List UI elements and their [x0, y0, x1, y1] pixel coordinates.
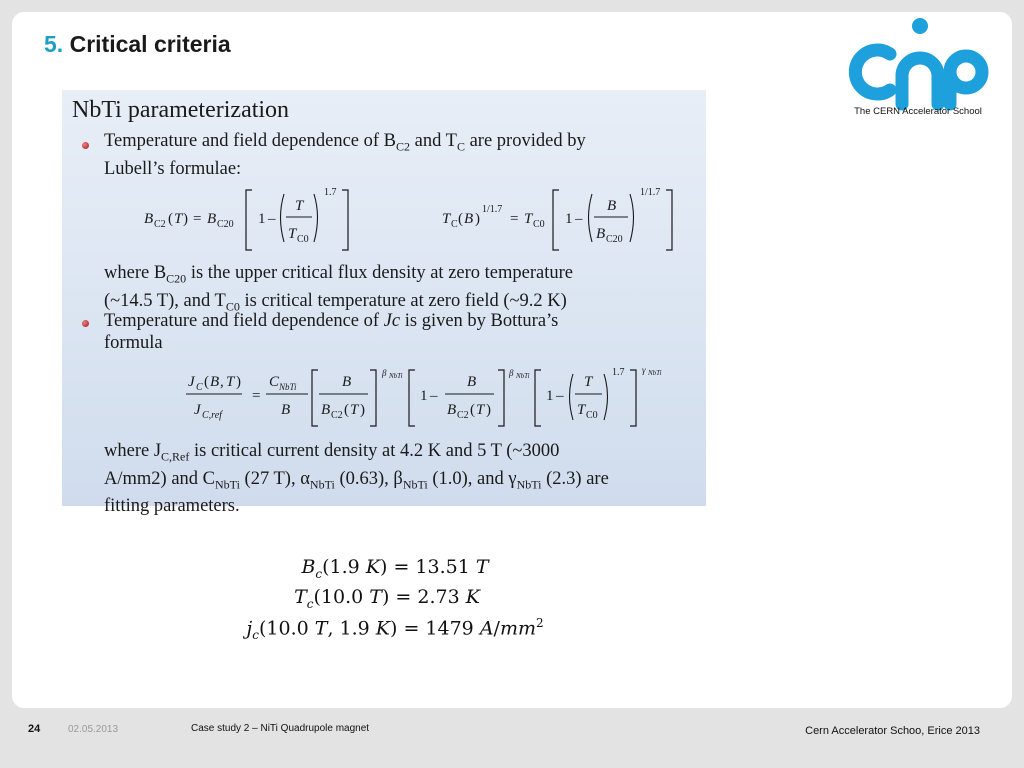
svg-text:): ): [360, 402, 365, 418]
footer-date: 02.05.2013: [68, 724, 119, 735]
svg-text:C: C: [451, 219, 458, 230]
para2-text-e: (0.63), β: [334, 468, 403, 489]
bullet2-text-b: is given by Bottura’s: [400, 311, 559, 331]
nbti-parameterization-panel: [62, 90, 706, 517]
svg-text:B: B: [447, 402, 457, 418]
svg-text:1: 1: [546, 388, 554, 404]
panel-heading: NbTi parameterization: [72, 97, 290, 123]
para1-text-b: is the upper critical flux density at zero temperature: [186, 263, 573, 283]
svg-text:B: B: [144, 211, 154, 227]
para2-text-b: is critical current density at 4.2 K and 5 T (~3000: [189, 441, 560, 461]
bottura-description: [104, 440, 704, 517]
result-jc-rhs: ) = 1479: [390, 617, 480, 640]
bullet2-text-c: formula: [104, 333, 163, 353]
svg-text:B: B: [464, 211, 474, 227]
svg-text:1/1.7: 1/1.7: [640, 187, 661, 198]
para1-text-c: (~14.5 T), and T: [104, 290, 226, 311]
svg-text:T: T: [295, 198, 304, 214]
svg-text:C,ref: C,ref: [202, 410, 222, 421]
svg-text:J: J: [194, 402, 201, 418]
para2-text-a: where J: [104, 441, 162, 461]
svg-text:=: =: [252, 388, 261, 404]
svg-text:B: B: [596, 226, 606, 242]
svg-text:B: B: [607, 198, 617, 214]
svg-text:β: β: [382, 368, 387, 378]
svg-text:T: T: [577, 402, 586, 418]
bullet2-text-a: Temperature and field dependence of: [104, 311, 384, 331]
slide-number: 24: [28, 723, 41, 735]
svg-text:B: B: [210, 374, 220, 390]
svg-text:γ: γ: [642, 365, 646, 375]
para2-sub-cref: C,Ref: [161, 449, 190, 464]
svg-text:–: –: [556, 388, 564, 404]
svg-text:T: T: [174, 211, 183, 227]
svg-text:1/1.7: 1/1.7: [482, 204, 503, 215]
svg-text:NbTi: NbTi: [279, 382, 297, 392]
result-jc: $j_c(10.0$ T, 1.9 K) = 1479 $A/mm^2$: [246, 616, 544, 643]
para2-sub-nbti-1: NbTi: [215, 477, 240, 492]
bullet2-jc: Jc: [383, 311, 401, 331]
svg-text:1.7: 1.7: [324, 187, 337, 198]
svg-text:B: B: [342, 374, 352, 390]
svg-text:(: (: [458, 211, 463, 227]
svg-text:NbTi: NbTi: [648, 369, 662, 377]
result-tc-lhs: (10.0: [313, 586, 370, 608]
para2-text-c: A/mm2) and C: [104, 468, 215, 489]
svg-text:C0: C0: [586, 410, 598, 421]
svg-text:=: =: [193, 211, 202, 227]
bullet1-sub-c2: C2: [396, 139, 411, 154]
svg-text:J: J: [188, 374, 195, 390]
svg-text:B: B: [281, 402, 291, 418]
svg-text:–: –: [575, 211, 583, 227]
svg-text:1: 1: [258, 211, 266, 227]
slide-title-number: 5.: [44, 31, 64, 57]
svg-text:): ): [236, 374, 241, 390]
para2-text-g: (2.3) are: [541, 468, 609, 489]
result-bc-rhs: ) = 13.51: [380, 556, 476, 578]
svg-text:1.7: 1.7: [612, 367, 625, 378]
svg-text:1: 1: [565, 211, 573, 227]
result-jc-lhs: (10.0: [259, 617, 315, 640]
svg-text:C20: C20: [217, 219, 234, 230]
svg-text:–: –: [268, 211, 276, 227]
svg-text:): ): [475, 211, 480, 227]
para2-sub-nbti-3: NbTi: [402, 477, 428, 492]
svg-text:1: 1: [420, 388, 428, 404]
svg-text:NbTi: NbTi: [389, 372, 403, 380]
para2-sub-nbti-4: NbTi: [516, 477, 542, 492]
result-jc-mid: , 1.9: [327, 617, 376, 640]
svg-text:): ): [183, 211, 188, 227]
para1-sub-c20: C20: [166, 271, 187, 286]
footer-school: Cern Accelerator Schoo, Erice 2013: [805, 725, 980, 737]
svg-text:(: (: [470, 402, 475, 418]
svg-text:C2: C2: [457, 410, 469, 421]
svg-text:T: T: [442, 211, 451, 227]
para2-text-h: fitting parameters.: [104, 496, 240, 517]
svg-text:(: (: [168, 211, 173, 227]
logo-caption: The CERN Accelerator School: [854, 106, 982, 117]
para1-sub-c0: C0: [225, 299, 240, 314]
svg-text:–: –: [430, 388, 438, 404]
slide-title-text: Critical criteria: [69, 31, 231, 57]
bullet1-text-c: are provided by: [464, 131, 586, 151]
svg-text:β: β: [509, 368, 514, 378]
svg-text:T: T: [350, 402, 359, 418]
para1-text-d: is critical temperature at zero field (~9.2 K): [239, 290, 567, 311]
svg-text:NbTi: NbTi: [516, 372, 530, 380]
bullet1-text-b: and T: [410, 131, 457, 151]
bullet1-text-d: Lubell’s formulae:: [104, 158, 242, 179]
svg-text:C20: C20: [606, 234, 623, 245]
footer-case-title: Case study 2 – NiTi Quadrupole magnet: [191, 723, 370, 734]
svg-text:B: B: [321, 402, 331, 418]
svg-text:C0: C0: [297, 234, 309, 245]
svg-text:C2: C2: [331, 410, 343, 421]
svg-text:B: B: [467, 374, 477, 390]
svg-text:T: T: [476, 402, 485, 418]
result-tc-rhs: ) = 2.73: [381, 586, 466, 608]
svg-text:,: ,: [220, 374, 224, 390]
para2-sub-nbti-2: NbTi: [309, 477, 335, 492]
para2-text-f: (1.0), and γ: [427, 468, 517, 489]
svg-text:T: T: [288, 226, 297, 242]
result-bc-lhs: (1.9: [322, 556, 366, 578]
svg-text:T: T: [524, 211, 533, 227]
svg-text:C: C: [196, 382, 203, 393]
bullet1-sub-c: C: [456, 139, 465, 154]
svg-text:(: (: [204, 374, 209, 390]
svg-text:T: T: [226, 374, 235, 390]
cas-logo-icon: [852, 16, 988, 120]
para1-text-a: where B: [104, 263, 167, 283]
result-tc: $T_c(10.0$ T) = 2.73 K: [294, 586, 480, 611]
svg-text:=: =: [510, 211, 519, 227]
svg-text:(: (: [344, 402, 349, 418]
svg-text:B: B: [207, 211, 217, 227]
svg-text:): ): [486, 402, 491, 418]
bullet1-text-a: Temperature and field dependence of B: [104, 131, 396, 151]
svg-text:C2: C2: [154, 219, 166, 230]
para2-text-d: (27 T), α: [239, 468, 310, 489]
slide-title: [44, 31, 231, 58]
svg-text:C0: C0: [533, 219, 545, 230]
svg-text:T: T: [584, 374, 593, 390]
result-bc: $B_c(1.9$ K) = 13.51 T: [301, 556, 489, 581]
svg-text:C: C: [269, 374, 280, 390]
